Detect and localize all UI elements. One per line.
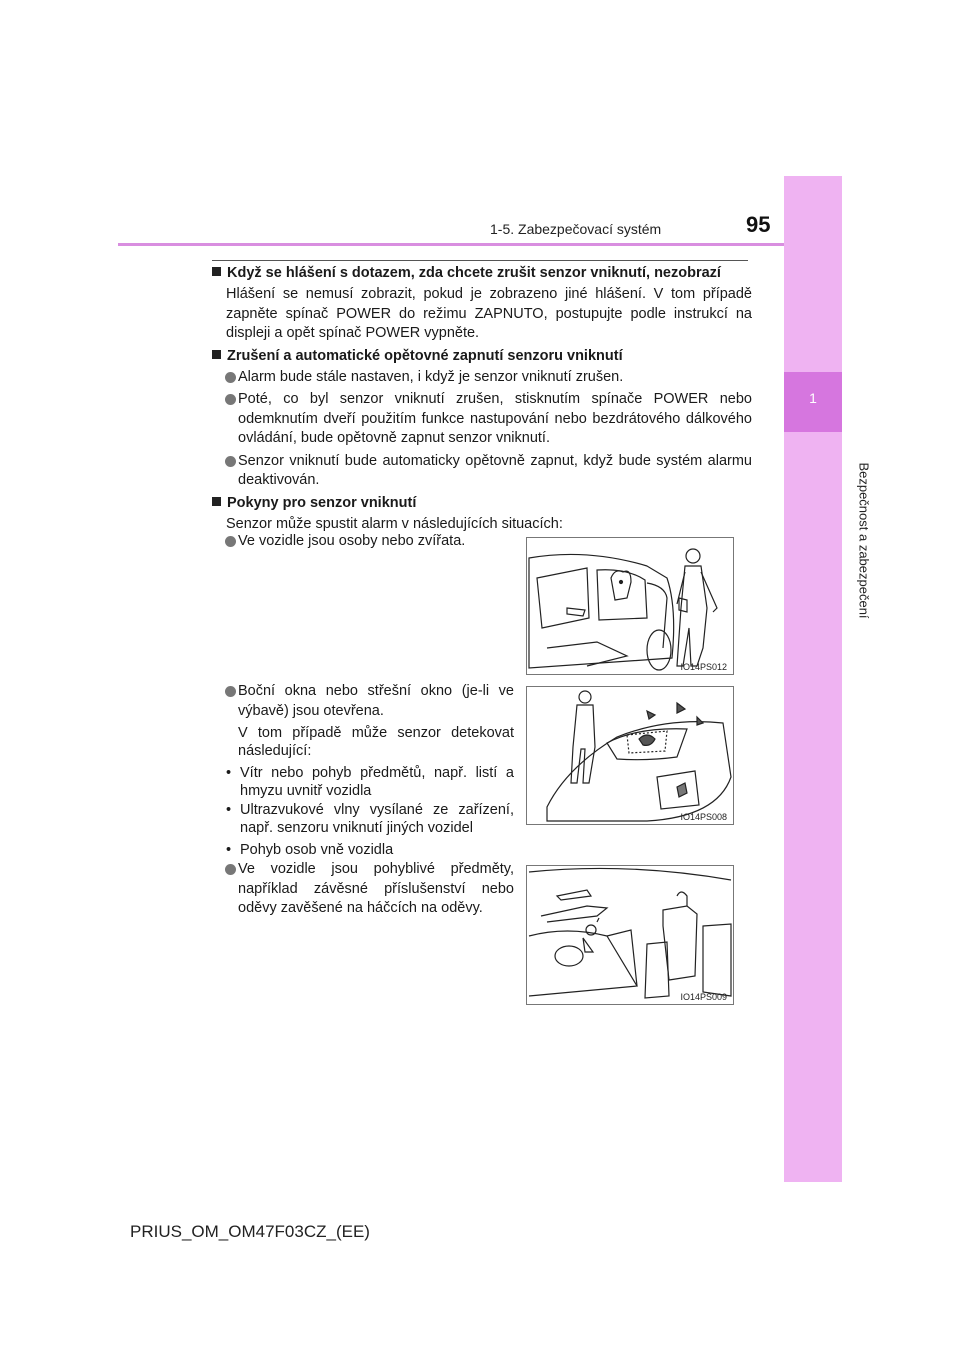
list-item: Boční okna nebo střešní okno (je-li ve výbavě) jsou otevřena. (212, 682, 514, 721)
page-number: 95 (746, 212, 771, 237)
square-bullet-icon (212, 350, 221, 359)
situation-item (212, 682, 514, 859)
illustration-hanging-objects (526, 865, 734, 1005)
figure-code: IO14PS012 (680, 662, 727, 672)
situation-subtext: V tom případě může senzor detekovat následující: (238, 725, 514, 759)
list-item: Ve vozidle jsou osoby nebo zvířata. (212, 532, 512, 552)
document-code: PRIUS_OM_OM47F03CZ_(EE) (130, 1222, 370, 1241)
sub-list-item: • Pohyb osob vně vozidla (226, 842, 394, 858)
divider (212, 260, 748, 261)
sub-list-item: • Ultrazvukové vlny vysílané ze zařízení, např. senzoru vniknutí jiných vozidel (226, 802, 514, 836)
section-text: Senzor může spustit alarm v následujících situacích: (226, 515, 563, 532)
list-item: Ve vozidle jsou pohyblivé předměty, například závěsné příslušenství nebo oděvy zavěšené na háčcích na oděvy. (212, 860, 514, 919)
page-content (212, 264, 752, 537)
figure-code: IO14PS008 (680, 812, 727, 822)
list-item: Alarm bude stále nastaven, i když je senzor vniknutí zrušen. (212, 368, 752, 388)
car-interior-icon (527, 866, 733, 1004)
list-item: Senzor vniknutí bude automaticky opětovně zapnut, když bude systém alarmu deaktivován. (212, 452, 752, 491)
figure-code: IO14PS009 (680, 992, 727, 1002)
chapter-title: Bezpečnost a zabezpečení (856, 462, 872, 619)
round-bullet-icon (225, 456, 236, 467)
round-bullet-icon (225, 686, 236, 697)
square-bullet-icon (212, 267, 221, 276)
situation-item (212, 860, 514, 922)
section-heading: Pokyny pro senzor vniknutí (212, 494, 752, 513)
car-with-dog-icon (527, 538, 733, 674)
sub-list-item: • Vítr nebo pohyb předmětů, např. listí a hmyzu uvnitř vozidla (226, 765, 514, 799)
list-item: Poté, co byl senzor vniknutí zrušen, stisknutím spínače POWER nebo odemknutím dveří použitím funkce nastupování nebo bezdrátového dálkového ovládání, bude opětovně zapnut senzor vniknutí. (212, 390, 752, 449)
round-bullet-icon (225, 864, 236, 875)
section-text: Hlášení se nemusí zobrazit, pokud je zobrazeno jiné hlášení. V tom případě zapněte spínač POWER do režimu ZAPNUTO, postupujte podle instrukcí na displeji a opět spínač POWER vypněte. (226, 286, 752, 341)
round-bullet-icon (225, 536, 236, 547)
square-bullet-icon (212, 497, 221, 506)
car-open-roof-icon (527, 687, 733, 824)
illustration-open-sunroof (526, 686, 734, 825)
illustration-person-dog-in-car (526, 537, 734, 675)
round-bullet-icon (225, 372, 236, 383)
situation-item (212, 532, 512, 555)
section-title: 1-5. Zabezpečovací systém (490, 221, 662, 237)
header-rule (118, 243, 784, 246)
section-heading: Zrušení a automatické opětovné zapnutí senzoru vniknutí (212, 347, 752, 366)
chapter-number: 1 (809, 390, 817, 406)
round-bullet-icon (225, 394, 236, 405)
section-heading: Když se hlášení s dotazem, zda chcete zrušit senzor vniknutí, nezobrazí (212, 264, 752, 283)
chapter-side-tab (784, 176, 842, 1182)
